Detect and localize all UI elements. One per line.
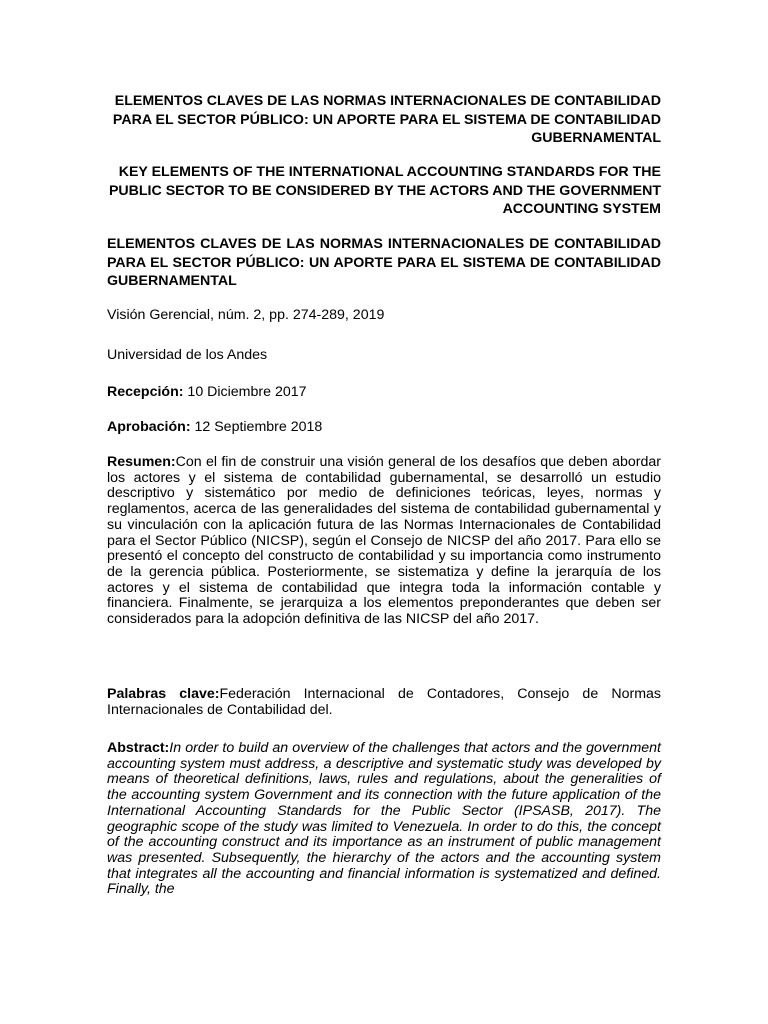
title-spanish: ELEMENTOS CLAVES DE LAS NORMAS INTERNACIONALES DE CONTABILIDAD PARA EL SECTOR PÚBLICO: UN APORTE PARA EL SISTEMA DE CONTABILIDAD GUBERNAMENTAL: [112, 93, 661, 146]
title-spanish-repeat: ELEMENTOS CLAVES DE LAS NORMAS INTERNACIONALES DE CONTABILIDAD PARA EL SECTOR PÚBLICO: UN APORTE PARA EL SISTEMA DE CONTABILIDAD GUBERNAMENTAL: [107, 236, 661, 289]
resumen-paragraph: [107, 455, 661, 628]
journal-citation: Visión Gerencial, núm. 2, pp. 274-289, 2019: [107, 307, 385, 323]
reception-value: 10 Diciembre 2017: [183, 384, 307, 400]
keywords-label: Palabras clave:: [107, 686, 220, 702]
resumen-label: Resumen:: [107, 454, 176, 470]
university: Universidad de los Andes: [107, 347, 268, 363]
keywords-paragraph: [107, 687, 661, 718]
approval-value: 12 Septiembre 2018: [190, 419, 323, 435]
approval-label: Aprobación:: [107, 419, 191, 435]
reception-date: [107, 383, 661, 402]
abstract-label: Abstract:: [107, 740, 170, 756]
keywords-text: Federación Internacional de Contadores, Consejo de Normas Internacionales de Contabilidad del.: [107, 686, 661, 718]
title-english: KEY ELEMENTS OF THE INTERNATIONAL ACCOUNTING STANDARDS FOR THE PUBLIC SECTOR TO BE CONSIDERED BY THE ACTORS AND THE GOVERNMENT ACCOUNTING SYSTEM: [108, 164, 661, 217]
approval-date: [107, 418, 661, 437]
reception-label: Recepción:: [107, 384, 184, 400]
resumen-text: Con el fin de construir una visión general de los desafíos que deben abordar los actores y el sistema de contabilidad gubernamental, se desarrolló un estudio descriptivo y sistemático por medio de definiciones teóricas, leyes, normas y reglamentos, acerca de las generalidades del sistema de contabilidad gubernamental y su vinculación con la aplicación futura de las Normas Internacionales de Contabilidad para el Sector Público (NICSP), según el Consejo de NICSP del año 2017. Para ello se presentó el concepto del constructo de contabilidad y su importancia como instrumento de la gerencia pública. Posteriormente, se sistematiza y define la jerarquía de los actores y el sistema de contabilidad que integra toda la información contable y financiera. Finalmente, se jerarquiza a los elementos preponderantes que deben ser considerados para la adopción definitiva de las NICSP del año 2017.: [107, 454, 661, 628]
abstract-text: In order to build an overview of the challenges that actors and the government accounting system must address, a descriptive and systematic study was developed by means of theoretical definitions, laws, rules and regulations, about the generalities of the accounting system Government and its connection with the future application of the International Accounting Standards for the Public Sector (IPSASB, 2017). The geographic scope of the study was limited to Venezuela. In order to do this, the concept of the accounting construct and its importance as an instrument of public management was presented. Subsequently, the hierarchy of the actors and the accounting system that integrates all the accounting and financial information is systematized and defined. Finally, the: [107, 740, 661, 898]
abstract-paragraph: [107, 741, 661, 898]
